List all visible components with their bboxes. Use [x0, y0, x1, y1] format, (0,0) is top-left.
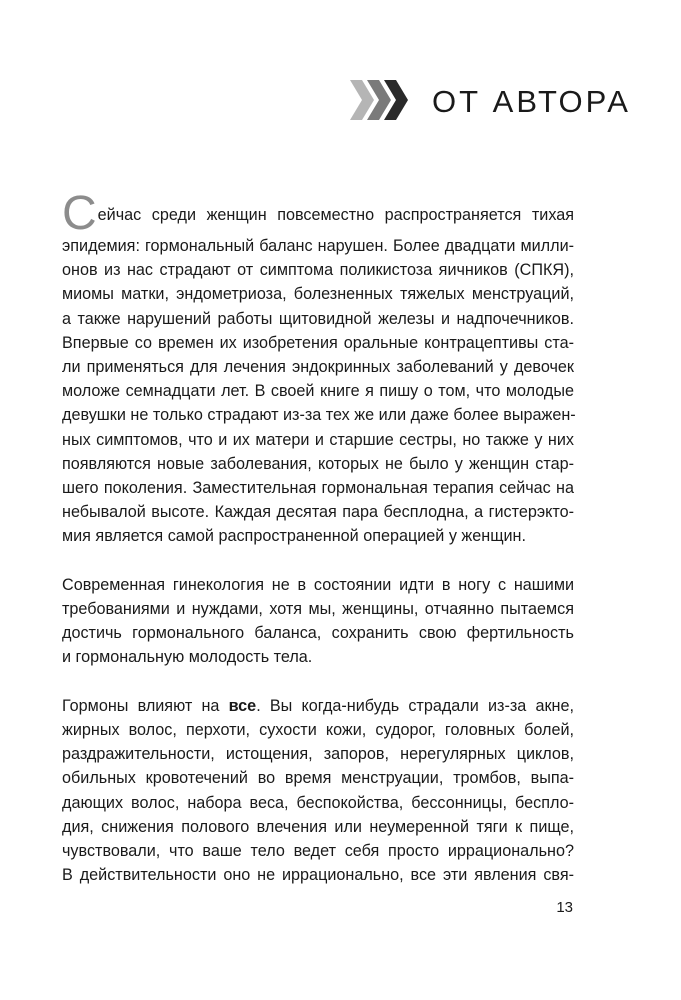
text-line: небывалой высоте. Каждая десятая пара бесплодна, а гистерэкто-	[62, 503, 574, 522]
text-line: миомы матки, эндометриоза, болезненных тяжелых менструаций,	[62, 285, 574, 304]
text-line: достичь гормонального баланса, сохранить свою фертильность	[62, 624, 574, 643]
text-fragment: Гормоны влияют на	[62, 696, 229, 715]
text-line: Современная гинекология не в состоянии идти в ногу с нашими	[62, 575, 574, 594]
text-line: а также нарушений работы щитовидной железы и надпочечников.	[62, 309, 574, 328]
text-line: мия является самой распространенной операцией у женщин.	[62, 527, 526, 546]
emphasis-text: все	[228, 696, 257, 715]
text-line: ейчас среди женщин повсеместно распространяется тихая	[97, 206, 574, 224]
text-line: онов из нас страдают от симптома поликистоза яичников (СПКЯ),	[62, 261, 574, 280]
text-line: раздражительности, истощения, запоров, нерегулярных циклов,	[62, 745, 574, 764]
chapter-header	[350, 78, 650, 126]
text-line: ли применяться для лечения эндокринных заболеваний у девочек	[62, 358, 574, 377]
paragraph-2	[62, 573, 574, 670]
text-line: Впервые со времен их изобретения оральные контрацептивы ста-	[62, 333, 574, 352]
text-fragment: . Вы когда-нибудь страдали из-за акне,	[256, 696, 574, 715]
chapter-title: ОТ АВТОРА	[432, 84, 631, 119]
text-line: В действительности оно не иррационально, все эти явления свя-	[62, 866, 574, 885]
text-line: жирных волос, перхоти, сухости кожи, судорог, головных болей,	[62, 721, 574, 740]
text-line: ных симптомов, что и их матери и старшие сестры, но также у них	[62, 430, 574, 449]
text-line	[62, 694, 574, 718]
text-line: обильных кровотечений во время менструации, тромбов, выпа-	[62, 769, 574, 788]
drop-cap: С	[62, 187, 97, 240]
body-text	[62, 187, 576, 887]
text-line: чувствовали, что ваше тело ведет себя просто иррационально?	[62, 842, 574, 861]
paragraph-3	[62, 694, 574, 888]
text-line: требованиями и нуждами, хотя мы, женщины, отчаянно пытаемся	[62, 600, 574, 619]
chevrons-icon	[350, 80, 412, 120]
text-line: появляются новые заболевания, которых не было у женщин стар-	[62, 454, 574, 473]
text-line: эпидемия: гормональный баланс нарушен. Более двадцати милли-	[62, 237, 574, 255]
text-line: моложе семнадцати лет. В своей книге я пишу о том, что молодые	[62, 382, 574, 401]
text-line: шего поколения. Заместительная гормональная терапия сейчас на	[62, 479, 574, 498]
text-line: девушки не только страдают из-за тех же или даже более выражен-	[62, 406, 576, 425]
text-line: дающих волос, набора веса, беспокойства, бессонницы, беспло-	[62, 793, 574, 812]
page-number: 13	[556, 899, 573, 916]
text-line: дия, снижения полового влечения или неумеренной тяги к пище,	[62, 817, 574, 836]
text-line: и гормональную молодость тела.	[62, 648, 313, 667]
paragraph-1	[62, 187, 576, 549]
